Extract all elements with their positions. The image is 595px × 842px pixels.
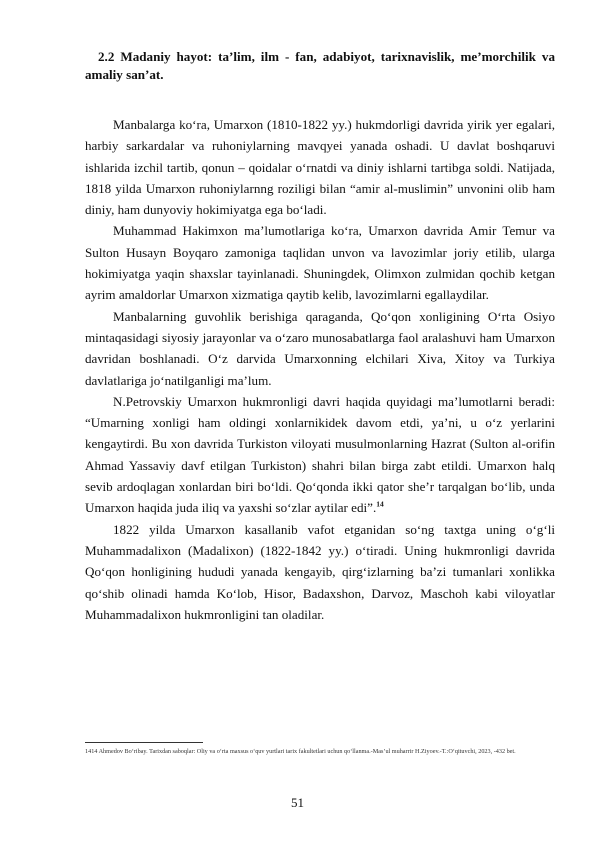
paragraph-5: 1822 yilda Umarxon kasallanib vafot etganidan so‘ng taxtga uning o‘g‘li Muhammadalixon (Madalixon) (1822-1842 yy.) o‘tiradi. Uning hukmronligi davrida Qo‘qon honligining hududi yanada kengayib, qirg‘izlarning ba’zi tumanlari xonlikka qo‘shib olinadi hamda Ko‘lob, Hisor, Badaxshon, Darvoz, Maschoh kabi viloyatlar Muhammadalixon hukmronligini tan oladilar. — [85, 521, 555, 622]
footnote: 1414 Ahmedov Bo‘ribay. Tarixdan saboqlar: Oliy va o‘rta maxsus o‘quv yurtlari tarix fakultetlari uchun qo‘llanma.-Mas’ul muharrir H.Ziyoev.-T.:O‘qituvchi, 2023, -432 bet. — [85, 748, 516, 755]
section-heading: 2.2 Madaniy hayot: ta’lim, ilm - fan, adabiyot, tarixnavislik, me’morchilik va amaliy san’at. — [85, 49, 555, 82]
paragraph-4 — [85, 391, 555, 519]
body-text — [85, 114, 555, 625]
paragraph-1: Manbalarga ko‘ra, Umarxon (1810-1822 yy.) hukmdorligi davrida yirik yer egalari, harbiy sarkardalar va ruhoniylarning mavqyei yanada oshadi. U davlat boshqaruvi ishlarida izchil tartib, qonun – qoidalar o‘rnatdi va diniy ishlarni tartibga soldi. Natijada, 1818 yilda Umarxon ruhoniylarnng roziligi bilan “amir al-muslimin” unvonini olib ham diniy, ham dunyoviy hokimiyatga ega bo‘ladi. — [85, 117, 555, 218]
paragraph-4-text: N.Petrovskiy Umarxon hukmronligi davri haqida quyidagi ma’lumotlarni beradi: “Umarning xonligi ham oldingi xonlarnikidek davom etdi, ya’ni, u o‘z yerlarini kengaytirdi. Bu xon davrida Turkiston viloyati musulmonlarning Hazrat (Sulton al-orifin Ahmad Yassaviy davf etilgan Turkiston) shahri bilan birga zabt etildi. Umarxon halq sevib ardoqlagan xonlardan biri bo‘ldi. Qo‘qonda ikki qator she’r tarqalgan bo‘lib, unda Umarxon haqida juda iliq va yaxshi so‘zlar aytilar edi”. — [85, 393, 555, 516]
footnote-divider — [85, 742, 203, 743]
paragraph-3: Manbalarning guvohlik berishiga qaraganda, Qo‘qon xonligining O‘rta Osiyo mintaqasidagi siyosiy jarayonlar va o‘zaro munosabatlarga faol aralashuvi ham Umarxon davridan boshlanadi. O‘z darvida Umarxonning elchilari Xiva, Xitoy va Turkiya davlatlariga jo‘natilganligi ma’lum. — [85, 308, 555, 388]
page-number: 51 — [291, 795, 304, 810]
footnote-reference[interactable]: 14 — [376, 499, 384, 509]
paragraph-2: Muhammad Hakimxon ma’lumotlariga ko‘ra, Umarxon davrida Amir Temur va Sulton Husayn Boyqaro zamoniga taqlidan unvon va lavozimlar joriy etilib, ularga hokimiyatga yaqin shaxslar tayinlanadi. Shuningdek, Olimxon zulmidan qochib ketgan ayrim amaldorlar Umarxon xizmatiga qaytib kelib, lavozimlarni egallaydilar. — [85, 223, 555, 303]
